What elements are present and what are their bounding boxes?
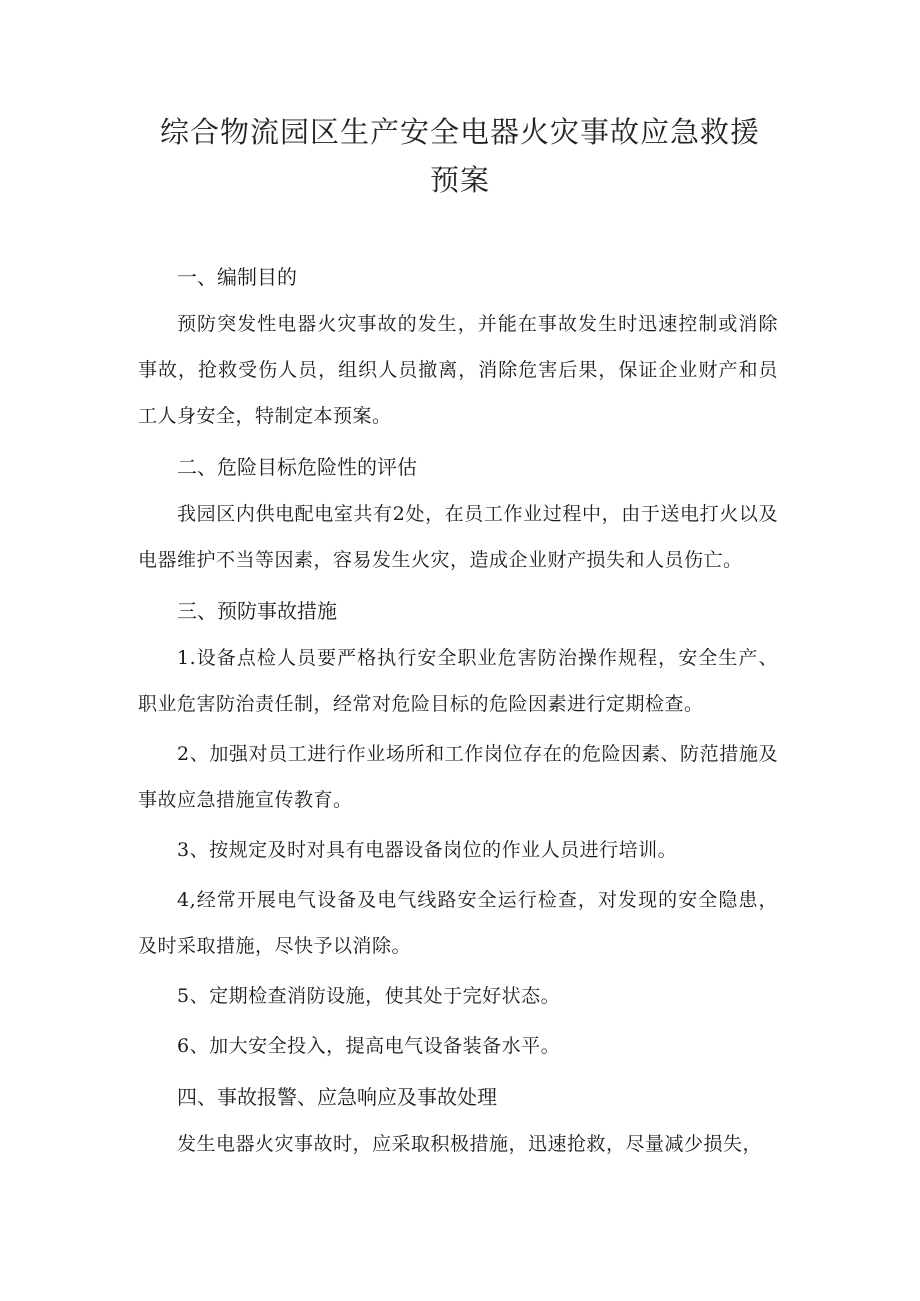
section-paragraph-risk-assessment: 我园区内供电配电室共有2处，在员工作业过程中，由于送电打火以及电器维护不当等因素，容易发生火灾，造成企业财产损失和人员伤亡。: [138, 503, 778, 571]
section-heading-prevention: 三、预防事故措施: [177, 599, 337, 623]
section-heading-emergency-response: 四、事故报警、应急响应及事故处理: [177, 1085, 497, 1109]
prevention-item: 2、加强对员工进行作业场所和工作岗位存在的危险因素、防范措施及事故应急措施宣传教育。: [138, 743, 778, 811]
section-paragraph-purpose: 预防突发性电器火灾事故的发生，并能在事故发生时迅速控制或消除事故，抢救受伤人员，组织人员撤离，消除危害后果，保证企业财产和员工人身安全，特制定本预案。: [138, 313, 778, 427]
prevention-item: 5、定期检查消防设施，使其处于完好状态。: [177, 985, 561, 1007]
prevention-item: 4,经常开展电气设备及电气线路安全运行检查，对发现的安全隐患，及时采取措施，尽快予以消除。: [138, 889, 778, 957]
section-heading-purpose: 一、编制目的: [177, 265, 297, 289]
prevention-item: 6、加大安全投入，提高电气设备装备水平。: [177, 1035, 561, 1057]
prevention-item: 1.设备点检人员要严格执行安全职业危害防治操作规程，安全生产、职业危害防治责任制，经常对危险目标的危险因素进行定期检查。: [138, 647, 778, 715]
document-body: [138, 257, 778, 1167]
prevention-item: 3、按规定及时对具有电器设备岗位的作业人员进行培训。: [177, 839, 678, 861]
section-paragraph-emergency-response: 发生电器火灾事故时，应采取积极措施，迅速抢救，尽量减少损失，: [177, 1133, 763, 1155]
section-heading-risk-assessment: 二、危险目标危险性的评估: [177, 455, 417, 479]
document-title: 综合物流园区生产安全电器火灾事故应急救援预案: [159, 115, 760, 197]
